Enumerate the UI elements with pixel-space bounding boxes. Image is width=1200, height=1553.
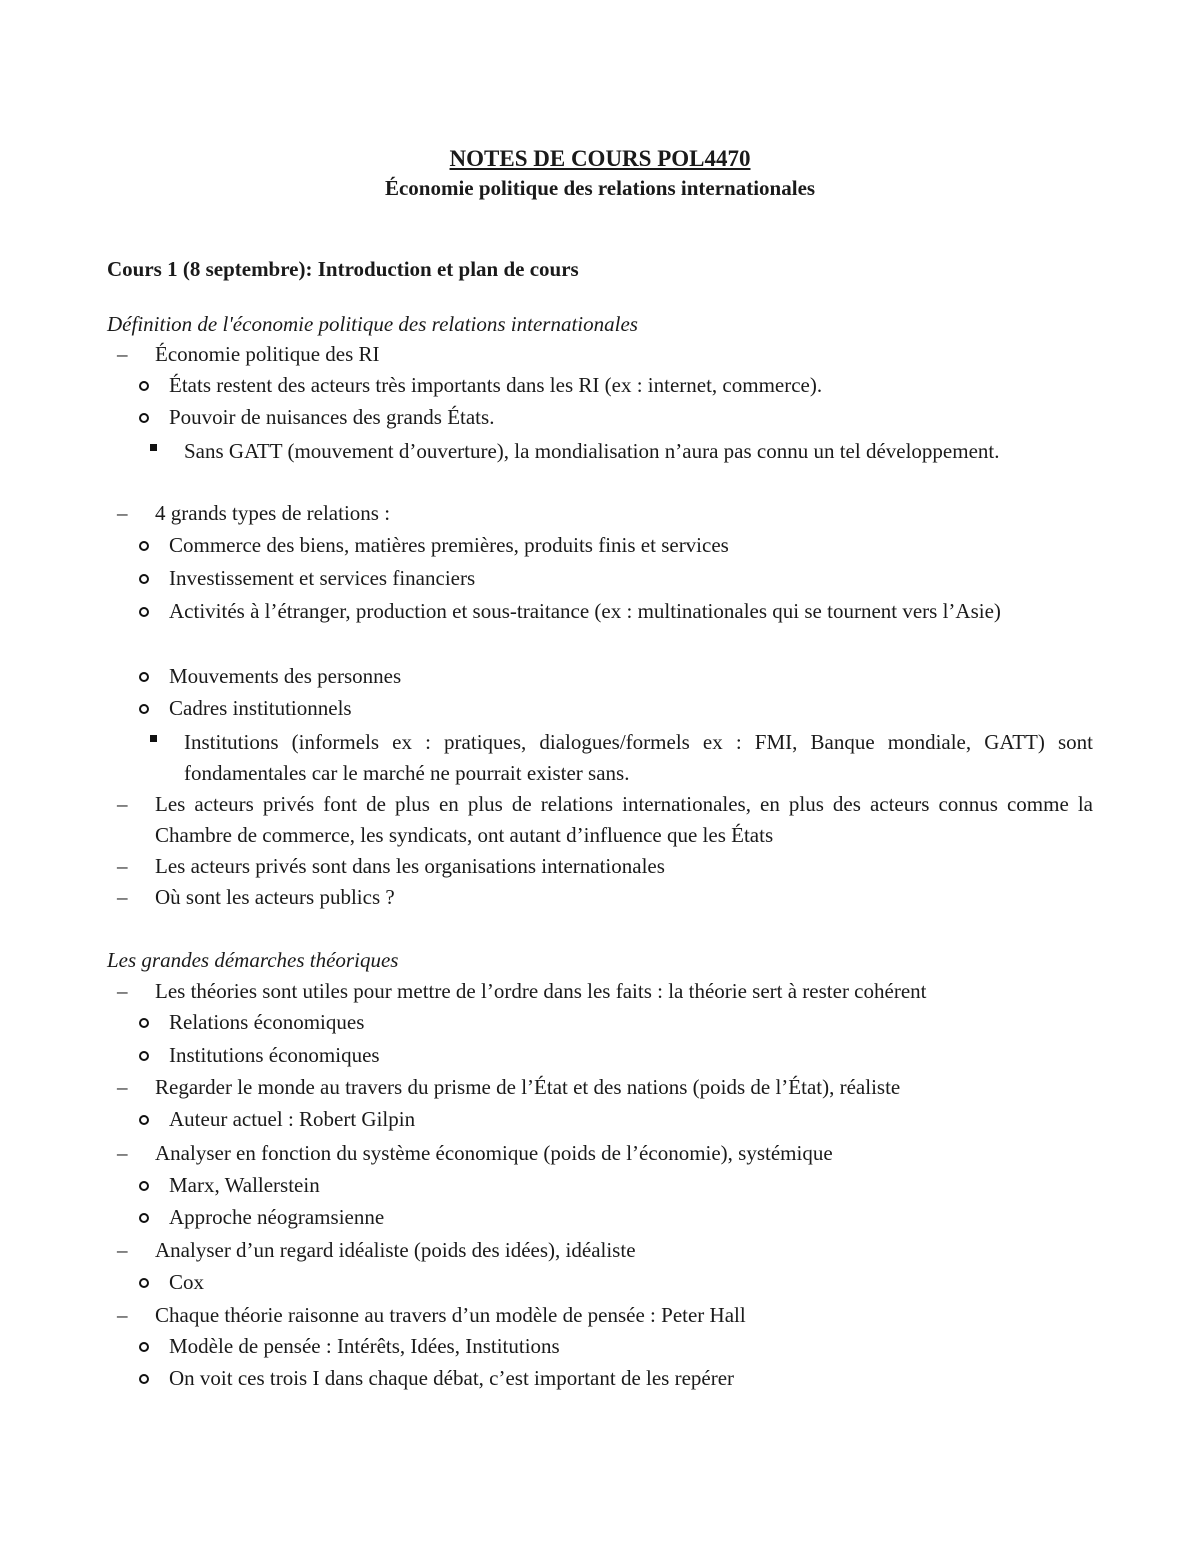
list-item-text: Investissement et services financiers	[169, 566, 476, 590]
list-item-text: Mouvements des personnes	[169, 664, 402, 688]
document-subtitle: Économie politique des relations internationales	[384, 176, 816, 200]
dash-bullet-icon: –	[117, 885, 128, 909]
square-bullet-icon	[150, 735, 157, 742]
list-item	[139, 1363, 1093, 1394]
list-item	[139, 596, 1093, 627]
list-item-text: Auteur actuel : Robert Gilpin	[169, 1107, 416, 1131]
list-item	[139, 1007, 1093, 1038]
list-item-text: Où sont les acteurs publics ?	[155, 885, 395, 909]
list-item	[139, 1170, 1093, 1201]
course-heading: Cours 1 (8 septembre): Introduction et plan de cours	[107, 257, 579, 281]
circle-bullet-icon	[139, 1018, 149, 1028]
list-item-text: Relations économiques	[169, 1010, 365, 1034]
circle-bullet-icon	[139, 1115, 149, 1125]
list-item	[117, 1138, 1093, 1169]
list-item-text: États restent des acteurs très importants dans les RI (ex : internet, commerce).	[169, 373, 823, 397]
list-item-text: Marx, Wallerstein	[169, 1173, 320, 1197]
dash-bullet-icon: –	[117, 501, 128, 525]
list-item-text: Approche néogramsienne	[169, 1205, 385, 1229]
section-heading: Les grandes démarches théoriques	[107, 948, 399, 972]
list-item	[139, 1104, 1093, 1135]
list-item	[139, 563, 1093, 594]
dash-bullet-icon: –	[117, 342, 128, 366]
list-item-text: Sans GATT (mouvement d’ouverture), la mondialisation n’aura pas connu un tel développement.	[184, 439, 1000, 463]
list-item	[117, 1300, 1093, 1331]
list-item-text: Modèle de pensée : Intérêts, Idées, Institutions	[169, 1334, 560, 1358]
dash-bullet-icon: –	[117, 792, 128, 816]
circle-bullet-icon	[139, 1213, 149, 1223]
list-item	[139, 530, 1093, 561]
list-item	[139, 402, 1093, 433]
square-bullet-icon	[150, 444, 157, 451]
list-item	[139, 1331, 1093, 1362]
list-item-text: Regarder le monde au travers du prisme de l’État et des nations (poids de l’État), réaliste	[155, 1075, 901, 1099]
list-item	[117, 1235, 1093, 1266]
list-item-text: Analyser d’un regard idéaliste (poids des idées), idéaliste	[155, 1238, 636, 1262]
circle-bullet-icon	[139, 704, 149, 714]
list-item-text: Institutions économiques	[169, 1043, 380, 1067]
list-item	[150, 727, 1093, 789]
circle-bullet-icon	[139, 1278, 149, 1288]
list-item	[117, 882, 1093, 913]
list-item	[139, 693, 1093, 724]
circle-bullet-icon	[139, 672, 149, 682]
circle-bullet-icon	[139, 574, 149, 584]
list-item	[139, 661, 1093, 692]
list-item	[117, 976, 1093, 1007]
circle-bullet-icon	[139, 413, 149, 423]
list-item-text: Commerce des biens, matières premières, produits finis et services	[169, 533, 729, 557]
list-item-text: Cox	[169, 1270, 205, 1294]
list-item	[150, 436, 1093, 467]
list-item-text: Institutions (informels ex : pratiques, dialogues/formels ex : FMI, Banque mondiale, GATT) sont fondamentales car le marché ne pourrait exister sans.	[184, 730, 1093, 785]
circle-bullet-icon	[139, 1342, 149, 1352]
list-item-text: Chaque théorie raisonne au travers d’un modèle de pensée : Peter Hall	[155, 1303, 746, 1327]
list-item	[117, 498, 1093, 529]
list-item-text: Économie politique des RI	[155, 342, 380, 366]
list-item	[139, 1040, 1093, 1071]
list-item-text: Les acteurs privés sont dans les organisations internationales	[155, 854, 665, 878]
circle-bullet-icon	[139, 1181, 149, 1191]
list-item-text: Pouvoir de nuisances des grands États.	[169, 405, 495, 429]
dash-bullet-icon: –	[117, 1303, 128, 1327]
list-item-text: Activités à l’étranger, production et sous-traitance (ex : multinationales qui se tournent vers l’Asie)	[169, 599, 1001, 623]
dash-bullet-icon: –	[117, 854, 128, 878]
list-item	[139, 1202, 1093, 1233]
dash-bullet-icon: –	[117, 1141, 128, 1165]
circle-bullet-icon	[139, 1051, 149, 1061]
section-heading: Définition de l'économie politique des relations internationales	[107, 312, 638, 336]
list-item	[117, 789, 1093, 851]
list-item	[117, 1072, 1093, 1103]
list-item-text: Analyser en fonction du système économique (poids de l’économie), systémique	[155, 1141, 833, 1165]
list-item	[139, 1267, 1093, 1298]
circle-bullet-icon	[139, 381, 149, 391]
list-item	[117, 339, 1093, 370]
list-item-text: Les théories sont utiles pour mettre de l’ordre dans les faits : la théorie sert à rester cohérent	[155, 979, 927, 1003]
list-item	[139, 370, 1093, 401]
dash-bullet-icon: –	[117, 1075, 128, 1099]
document-title: NOTES DE COURS POL4470	[449, 146, 751, 171]
list-item	[117, 851, 1093, 882]
circle-bullet-icon	[139, 1374, 149, 1384]
list-item-text: Les acteurs privés font de plus en plus de relations internationales, en plus des acteurs connus comme la Chambre de commerce, les syndicats, ont autant d’influence que les États	[155, 792, 1093, 847]
list-item-text: On voit ces trois I dans chaque débat, c’est important de les repérer	[169, 1366, 735, 1390]
dash-bullet-icon: –	[117, 1238, 128, 1262]
list-item-text: Cadres institutionnels	[169, 696, 352, 720]
circle-bullet-icon	[139, 607, 149, 617]
circle-bullet-icon	[139, 541, 149, 551]
dash-bullet-icon: –	[117, 979, 128, 1003]
list-item-text: 4 grands types de relations :	[155, 501, 391, 525]
